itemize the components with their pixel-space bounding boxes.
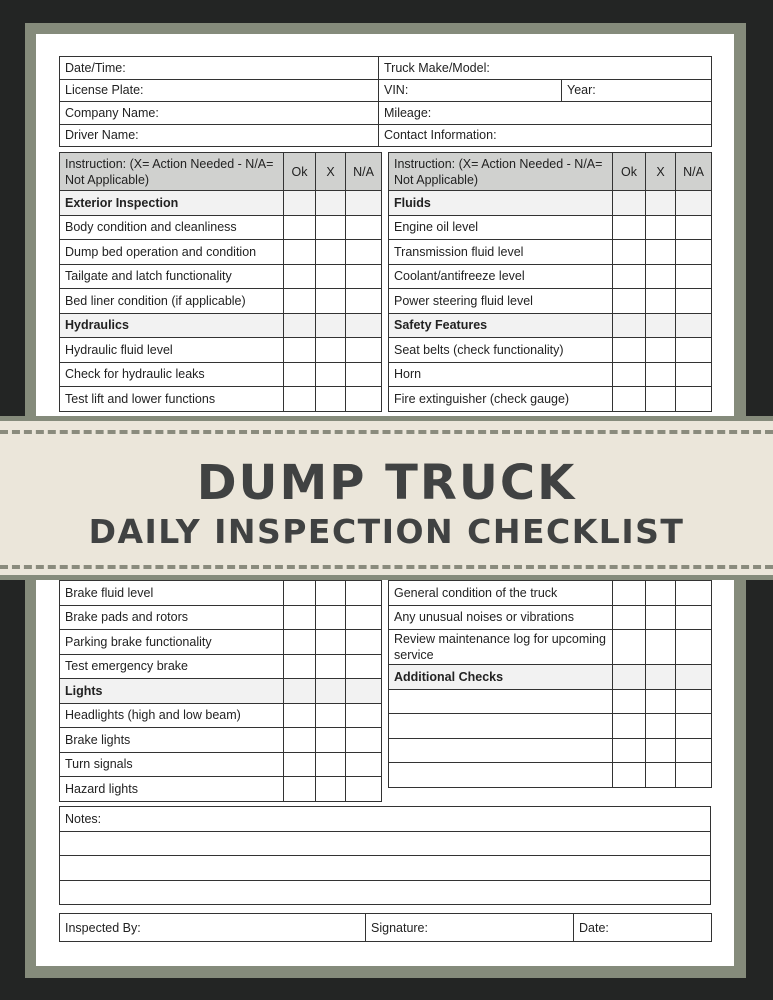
ok-checkbox-cell[interactable] — [613, 362, 646, 387]
na-checkbox-cell[interactable] — [676, 581, 712, 606]
title-line-2: DAILY INSPECTION CHECKLIST — [88, 512, 685, 551]
x-header: X — [646, 153, 676, 191]
checklist-item-label[interactable] — [389, 689, 613, 714]
na-checkbox-cell[interactable] — [346, 728, 382, 753]
na-checkbox-cell — [346, 679, 382, 704]
na-header: N/A — [346, 153, 382, 191]
checklist-row — [389, 689, 712, 714]
checklist-item-label[interactable] — [389, 763, 613, 788]
x-checkbox-cell[interactable] — [646, 605, 676, 630]
na-checkbox-cell — [676, 665, 712, 690]
signoff-date-field[interactable]: Date: — [574, 914, 712, 942]
checklist-item-label[interactable] — [389, 738, 613, 763]
ok-checkbox-cell[interactable] — [284, 581, 316, 606]
checklist-item-label: Parking brake functionality — [60, 630, 284, 655]
x-checkbox-cell — [316, 679, 346, 704]
x-checkbox-cell[interactable] — [316, 215, 346, 240]
checklist-item-label: Fire extinguisher (check gauge) — [389, 387, 613, 412]
ok-checkbox-cell[interactable] — [613, 630, 646, 665]
ok-checkbox-cell[interactable] — [284, 630, 316, 655]
x-checkbox-cell[interactable] — [646, 338, 676, 363]
instruction-header: Instruction: (X= Action Needed - N/A= Not Applicable) — [60, 153, 284, 191]
notes-table — [59, 806, 711, 905]
checklist-row — [60, 777, 382, 802]
ok-checkbox-cell[interactable] — [284, 240, 316, 265]
ok-checkbox-cell[interactable] — [284, 777, 316, 802]
license-plate-field[interactable]: License Plate: — [60, 79, 379, 102]
na-checkbox-cell[interactable] — [346, 362, 382, 387]
notes-line[interactable] — [60, 856, 711, 881]
x-checkbox-cell[interactable] — [316, 777, 346, 802]
section-title: Additional Checks — [389, 665, 613, 690]
checklist-row — [60, 654, 382, 679]
checklist-row — [389, 387, 712, 412]
ok-header: Ok — [284, 153, 316, 191]
na-checkbox-cell[interactable] — [346, 581, 382, 606]
ok-checkbox-cell[interactable] — [284, 289, 316, 314]
section-title: Exterior Inspection — [60, 191, 284, 216]
checklist-item-label[interactable] — [389, 714, 613, 739]
section-header-row — [389, 313, 712, 338]
x-checkbox-cell — [646, 313, 676, 338]
ok-checkbox-cell[interactable] — [613, 264, 646, 289]
x-checkbox-cell — [646, 191, 676, 216]
checklist-row — [60, 387, 382, 412]
ok-checkbox-cell[interactable] — [284, 728, 316, 753]
section-title: Safety Features — [389, 313, 613, 338]
checklist-item-label: Brake lights — [60, 728, 284, 753]
signoff-table — [59, 913, 712, 942]
na-checkbox-cell[interactable] — [346, 630, 382, 655]
checklist-item-label: Seat belts (check functionality) — [389, 338, 613, 363]
ok-checkbox-cell[interactable] — [613, 605, 646, 630]
checklist-item-label: Turn signals — [60, 752, 284, 777]
na-checkbox-cell — [346, 313, 382, 338]
checklist-item-label: Hazard lights — [60, 777, 284, 802]
x-checkbox-cell[interactable] — [646, 362, 676, 387]
checklist-item-label: Body condition and cleanliness — [60, 215, 284, 240]
date-time-field[interactable]: Date/Time: — [60, 57, 379, 80]
section-header-row — [60, 191, 382, 216]
ok-checkbox-cell — [613, 191, 646, 216]
x-checkbox-cell — [316, 313, 346, 338]
na-checkbox-cell[interactable] — [346, 289, 382, 314]
checklist-row — [60, 264, 382, 289]
na-checkbox-cell[interactable] — [676, 362, 712, 387]
ok-checkbox-cell[interactable] — [613, 581, 646, 606]
x-checkbox-cell[interactable] — [316, 605, 346, 630]
x-checkbox-cell[interactable] — [646, 581, 676, 606]
checklist-row — [60, 630, 382, 655]
na-checkbox-cell — [676, 191, 712, 216]
ok-checkbox-cell[interactable] — [284, 215, 316, 240]
na-checkbox-cell[interactable] — [346, 654, 382, 679]
x-checkbox-cell[interactable] — [646, 714, 676, 739]
ok-checkbox-cell[interactable] — [613, 289, 646, 314]
section-header-row — [389, 191, 712, 216]
na-checkbox-cell — [346, 191, 382, 216]
ok-checkbox-cell — [284, 313, 316, 338]
checklist-item-label: Coolant/antifreeze level — [389, 264, 613, 289]
checklist-item-label: Brake fluid level — [60, 581, 284, 606]
checklist-row — [60, 703, 382, 728]
contact-information-field[interactable]: Contact Information: — [379, 124, 712, 147]
na-checkbox-cell[interactable] — [346, 777, 382, 802]
ok-checkbox-cell[interactable] — [613, 338, 646, 363]
checklist-left-top — [59, 152, 382, 412]
na-checkbox-cell[interactable] — [676, 714, 712, 739]
section-header-row — [60, 313, 382, 338]
inspected-by-field[interactable]: Inspected By: — [60, 914, 366, 942]
ok-checkbox-cell — [613, 665, 646, 690]
driver-name-field[interactable]: Driver Name: — [60, 124, 379, 147]
checklist-row — [389, 338, 712, 363]
checklist-item-label: General condition of the truck — [389, 581, 613, 606]
na-checkbox-cell[interactable] — [676, 240, 712, 265]
title-line-1: DUMP TRUCK — [196, 455, 577, 511]
checklist-right-top — [388, 152, 712, 412]
x-checkbox-cell[interactable] — [316, 630, 346, 655]
x-checkbox-cell[interactable] — [316, 654, 346, 679]
ok-checkbox-cell — [284, 191, 316, 216]
x-checkbox-cell[interactable] — [646, 387, 676, 412]
ok-checkbox-cell[interactable] — [284, 605, 316, 630]
x-checkbox-cell[interactable] — [316, 264, 346, 289]
x-checkbox-cell[interactable] — [316, 289, 346, 314]
na-checkbox-cell[interactable] — [676, 264, 712, 289]
checklist-row — [389, 714, 712, 739]
na-checkbox-cell[interactable] — [676, 338, 712, 363]
checklist-row — [389, 763, 712, 788]
ok-checkbox-cell[interactable] — [284, 703, 316, 728]
x-checkbox-cell[interactable] — [316, 338, 346, 363]
na-checkbox-cell[interactable] — [346, 240, 382, 265]
ok-checkbox-cell[interactable] — [284, 752, 316, 777]
checklist-item-label: Bed liner condition (if applicable) — [60, 289, 284, 314]
checklist-item-label: Power steering fluid level — [389, 289, 613, 314]
checklist-item-label: Transmission fluid level — [389, 240, 613, 265]
na-checkbox-cell[interactable] — [676, 630, 712, 665]
x-checkbox-cell[interactable] — [646, 215, 676, 240]
ok-checkbox-cell — [613, 313, 646, 338]
x-checkbox-cell[interactable] — [646, 240, 676, 265]
checklist-row — [60, 728, 382, 753]
checklist-row — [60, 581, 382, 606]
checklist-item-label: Review maintenance log for upcoming service — [389, 630, 613, 665]
ok-checkbox-cell[interactable] — [613, 763, 646, 788]
checklist-header-row — [60, 153, 382, 191]
x-checkbox-cell — [316, 191, 346, 216]
section-title: Hydraulics — [60, 313, 284, 338]
ok-checkbox-cell[interactable] — [284, 387, 316, 412]
na-checkbox-cell[interactable] — [676, 605, 712, 630]
checklist-row — [389, 362, 712, 387]
checklist-item-label: Test lift and lower functions — [60, 387, 284, 412]
x-checkbox-cell[interactable] — [646, 689, 676, 714]
mileage-field[interactable]: Mileage: — [379, 102, 712, 125]
x-checkbox-cell[interactable] — [646, 763, 676, 788]
checklist-right-bottom — [388, 580, 712, 788]
vin-field[interactable]: VIN: — [379, 79, 562, 102]
section-header-row — [389, 665, 712, 690]
stitch-line-top — [0, 430, 773, 434]
checklist-item-label: Tailgate and latch functionality — [60, 264, 284, 289]
section-title: Fluids — [389, 191, 613, 216]
checklist-row — [389, 264, 712, 289]
checklist-item-label: Engine oil level — [389, 215, 613, 240]
truck-make-model-field[interactable]: Truck Make/Model: — [379, 57, 712, 80]
na-checkbox-cell[interactable] — [346, 215, 382, 240]
checklist-row — [60, 338, 382, 363]
na-checkbox-cell[interactable] — [346, 605, 382, 630]
x-checkbox-cell[interactable] — [646, 738, 676, 763]
stitch-line-bottom — [0, 565, 773, 569]
ok-checkbox-cell[interactable] — [284, 362, 316, 387]
na-checkbox-cell[interactable] — [676, 215, 712, 240]
year-field[interactable]: Year: — [562, 79, 712, 102]
na-checkbox-cell[interactable] — [346, 752, 382, 777]
checklist-row — [60, 240, 382, 265]
checklist-item-label: Any unusual noises or vibrations — [389, 605, 613, 630]
ok-checkbox-cell[interactable] — [613, 738, 646, 763]
ok-checkbox-cell[interactable] — [613, 215, 646, 240]
title-banner — [0, 416, 773, 580]
ok-checkbox-cell[interactable] — [613, 714, 646, 739]
checklist-row — [389, 240, 712, 265]
checklist-row — [389, 630, 712, 665]
na-header: N/A — [676, 153, 712, 191]
checklist-header-row — [389, 153, 712, 191]
na-checkbox-cell — [676, 313, 712, 338]
checklist-item-label: Dump bed operation and condition — [60, 240, 284, 265]
ok-header: Ok — [613, 153, 646, 191]
instruction-header: Instruction: (X= Action Needed - N/A= Not Applicable) — [389, 153, 613, 191]
na-checkbox-cell[interactable] — [346, 703, 382, 728]
x-checkbox-cell[interactable] — [316, 581, 346, 606]
company-name-field[interactable]: Company Name: — [60, 102, 379, 125]
x-header: X — [316, 153, 346, 191]
x-checkbox-cell[interactable] — [646, 264, 676, 289]
x-checkbox-cell[interactable] — [646, 289, 676, 314]
na-checkbox-cell[interactable] — [676, 738, 712, 763]
x-checkbox-cell — [646, 665, 676, 690]
checklist-item-label: Hydraulic fluid level — [60, 338, 284, 363]
checklist-row — [389, 289, 712, 314]
section-title: Lights — [60, 679, 284, 704]
na-checkbox-cell[interactable] — [676, 689, 712, 714]
notes-label: Notes: — [60, 807, 711, 832]
ok-checkbox-cell[interactable] — [284, 338, 316, 363]
vehicle-info-table — [59, 56, 712, 147]
na-checkbox-cell[interactable] — [346, 387, 382, 412]
checklist-left-bottom — [59, 580, 382, 802]
na-checkbox-cell[interactable] — [676, 387, 712, 412]
ok-checkbox-cell — [284, 679, 316, 704]
x-checkbox-cell[interactable] — [316, 703, 346, 728]
na-checkbox-cell[interactable] — [346, 264, 382, 289]
checklist-item-label: Brake pads and rotors — [60, 605, 284, 630]
x-checkbox-cell[interactable] — [646, 630, 676, 665]
signature-field[interactable]: Signature: — [366, 914, 574, 942]
section-header-row — [60, 679, 382, 704]
checklist-item-label: Headlights (high and low beam) — [60, 703, 284, 728]
notes-line[interactable] — [60, 831, 711, 856]
checklist-row — [389, 215, 712, 240]
ok-checkbox-cell[interactable] — [613, 240, 646, 265]
na-checkbox-cell[interactable] — [346, 338, 382, 363]
ok-checkbox-cell[interactable] — [284, 264, 316, 289]
checklist-row — [60, 289, 382, 314]
checklist-row — [60, 605, 382, 630]
x-checkbox-cell[interactable] — [316, 752, 346, 777]
notes-line[interactable] — [60, 880, 711, 905]
checklist-row — [60, 215, 382, 240]
ok-checkbox-cell[interactable] — [613, 387, 646, 412]
x-checkbox-cell[interactable] — [316, 240, 346, 265]
checklist-row — [389, 581, 712, 606]
na-checkbox-cell[interactable] — [676, 763, 712, 788]
na-checkbox-cell[interactable] — [676, 289, 712, 314]
checklist-row — [60, 752, 382, 777]
checklist-row — [389, 605, 712, 630]
x-checkbox-cell[interactable] — [316, 362, 346, 387]
checklist-row — [60, 362, 382, 387]
checklist-item-label: Test emergency brake — [60, 654, 284, 679]
x-checkbox-cell[interactable] — [316, 387, 346, 412]
ok-checkbox-cell[interactable] — [613, 689, 646, 714]
checklist-item-label: Horn — [389, 362, 613, 387]
checklist-row — [389, 738, 712, 763]
x-checkbox-cell[interactable] — [316, 728, 346, 753]
ok-checkbox-cell[interactable] — [284, 654, 316, 679]
checklist-item-label: Check for hydraulic leaks — [60, 362, 284, 387]
